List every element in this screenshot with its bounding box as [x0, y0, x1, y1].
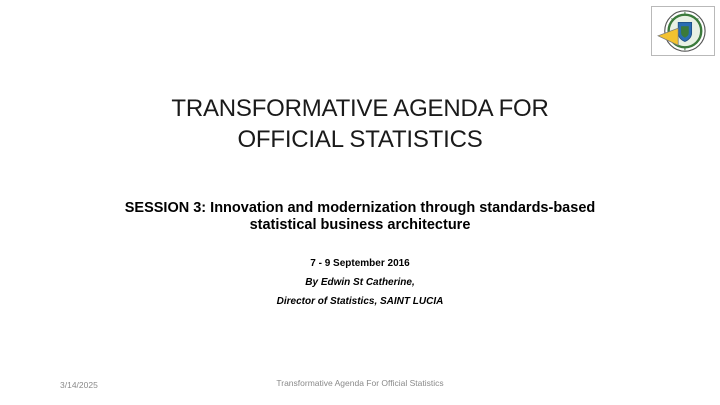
slide-title-line-2: OFFICIAL STATISTICS	[237, 126, 483, 153]
statistics-department-seal-icon	[652, 7, 714, 55]
statistics-department-logo	[651, 6, 715, 56]
footer-title: Transformative Agenda For Official Statistics	[276, 378, 444, 388]
footer-date: 3/14/2025	[60, 380, 98, 390]
event-date: 7 - 9 September 2016	[310, 258, 410, 269]
session-subtitle-line-1: SESSION 3: Innovation and modernization through standards-based	[124, 200, 596, 216]
presenter-role: Director of Statistics, SAINT LUCIA	[276, 296, 444, 307]
session-subtitle-line-2: statistical business architecture	[249, 217, 471, 233]
slide-title	[60, 93, 660, 155]
slide-title-line-1: TRANSFORMATIVE AGENDA FOR	[171, 95, 549, 122]
session-subtitle	[60, 200, 660, 234]
presenter-name: By Edwin St Catherine,	[305, 277, 415, 288]
